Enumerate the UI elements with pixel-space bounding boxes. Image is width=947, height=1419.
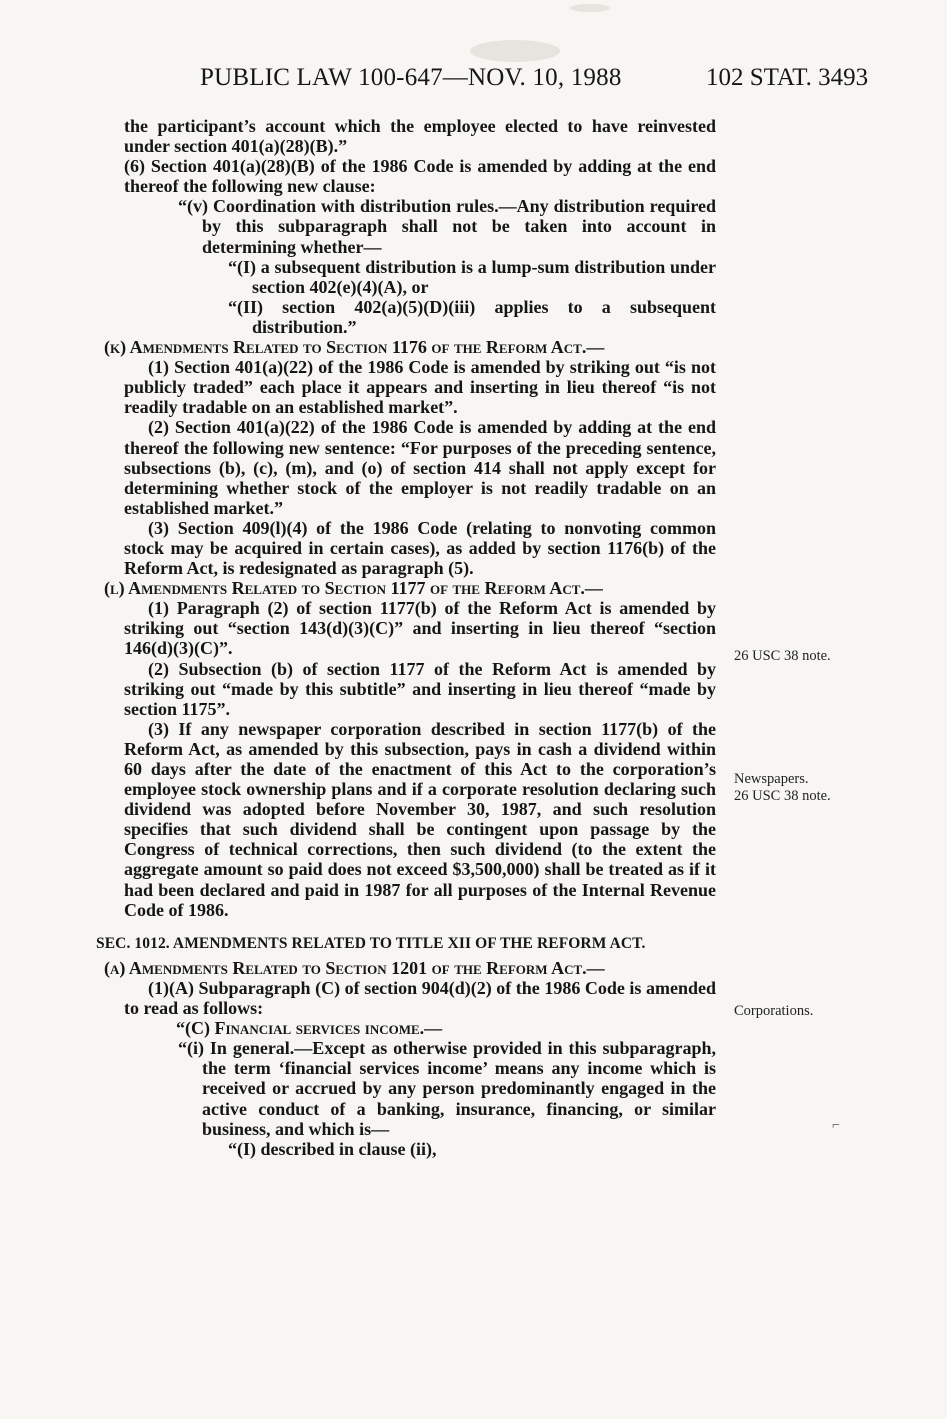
margin-note-corporations: Corporations. <box>734 1003 814 1019</box>
paragraph: “(C) Financial services income.— <box>176 1018 443 1039</box>
scan-smudge <box>470 40 560 62</box>
paragraph: (3) If any newspaper corporation described in section 1177(b) of the Reform Act, as amended by this subsection, pays in cash a dividend within 60 days after the date of the enactment of this Act to the corporation’s employee stock ownership plans and if a corporate resolution declaring such dividend was adopted before November 30, 1987, and such resolution specifies that such dividend shall be contingent upon passage by the Congress of technical corrections, then such dividend (to the extent the aggregate amount so paid does not exceed $3,500,000) shall be treated as if it had been declared and paid in 1987 for all purposes of the Internal Revenue Code of 1986. <box>124 718 716 920</box>
paragraph: “(v) Coordination with distribution rules.—Any distribution required by this subparagraph shall not be taken into account in determining whether— <box>178 196 716 257</box>
running-header-title: PUBLIC LAW 100-647—NOV. 10, 1988 <box>200 64 622 91</box>
paragraph: “(i) In general.—Except as otherwise provided in this subparagraph, the term ‘financial services income’ means any income which is received or accrued by any person predominantly engaged in the active conduct of a banking, insurance, financing, or similar business, and which is— <box>178 1038 716 1139</box>
subsection-heading: (k) Amendments Related to Section 1176 of the Reform Act.— <box>104 337 605 358</box>
margin-note-usc: 26 USC 38 note. <box>734 788 831 804</box>
paragraph: “(I) a subsequent distribution is a lump-sum distribution under section 402(e)(4)(A), or <box>228 256 716 297</box>
paragraph: (1) Paragraph (2) of section 1177(b) of the Reform Act is amended by striking out “section 143(d)(3)(C)” and inserting in lieu thereof “section 146(d)(3)(C)”. <box>124 598 716 659</box>
running-header-page: 102 STAT. 3493 <box>706 64 869 91</box>
margin-note-usc: 26 USC 38 note. <box>734 648 831 664</box>
scan-mark: ⌐ <box>832 1118 840 1133</box>
scan-smudge <box>570 4 610 12</box>
paragraph: (1) Section 401(a)(22) of the 1986 Code is amended by striking out “is not publicly traded” each place it appears and inserting in lieu thereof “is not readily tradable on an established market”. <box>124 357 716 418</box>
paragraph: “(II) section 402(a)(5)(D)(iii) applies to a subsequent distribution.” <box>228 296 716 337</box>
paragraph: (2) Section 401(a)(22) of the 1986 Code is amended by adding at the end thereof the following new sentence: “For purposes of the preceding sentence, subsections (b), (c), (m), and (o) of section 414 shall not apply except for determining whether stock of the employer is not readily tradable on an established market.” <box>124 417 716 518</box>
paragraph: (3) Section 409(l)(4) of the 1986 Code (relating to nonvoting common stock may be acquired in certain cases), as added by section 1176(b) of the Reform Act, is redesignated as paragraph (5). <box>124 517 716 579</box>
paragraph: (6) Section 401(a)(28)(B) of the 1986 Code is amended by adding at the end thereof the following new clause: <box>124 156 716 197</box>
body-text <box>96 116 716 1159</box>
margin-note-newspapers: Newspapers. <box>734 771 809 787</box>
paragraph: the participant’s account which the employee elected to have reinvested under section 401(a)(28)(B).” <box>124 116 716 157</box>
paragraph: (2) Subsection (b) of section 1177 of the Reform Act is amended by striking out “made by this subtitle” and inserting in lieu thereof “made by section 1175”. <box>124 658 716 719</box>
section-heading: SEC. 1012. AMENDMENTS RELATED TO TITLE XII OF THE REFORM ACT. <box>96 934 646 952</box>
paragraph: “(I) described in clause (ii), <box>228 1138 437 1159</box>
subsection-heading: (l) Amendments Related to Section 1177 of the Reform Act.— <box>104 578 603 599</box>
subsection-heading: (a) Amendments Related to Section 1201 of the Reform Act.— <box>104 957 605 978</box>
paragraph: (1)(A) Subparagraph (C) of section 904(d)(2) of the 1986 Code is amended to read as follows: <box>124 977 716 1019</box>
